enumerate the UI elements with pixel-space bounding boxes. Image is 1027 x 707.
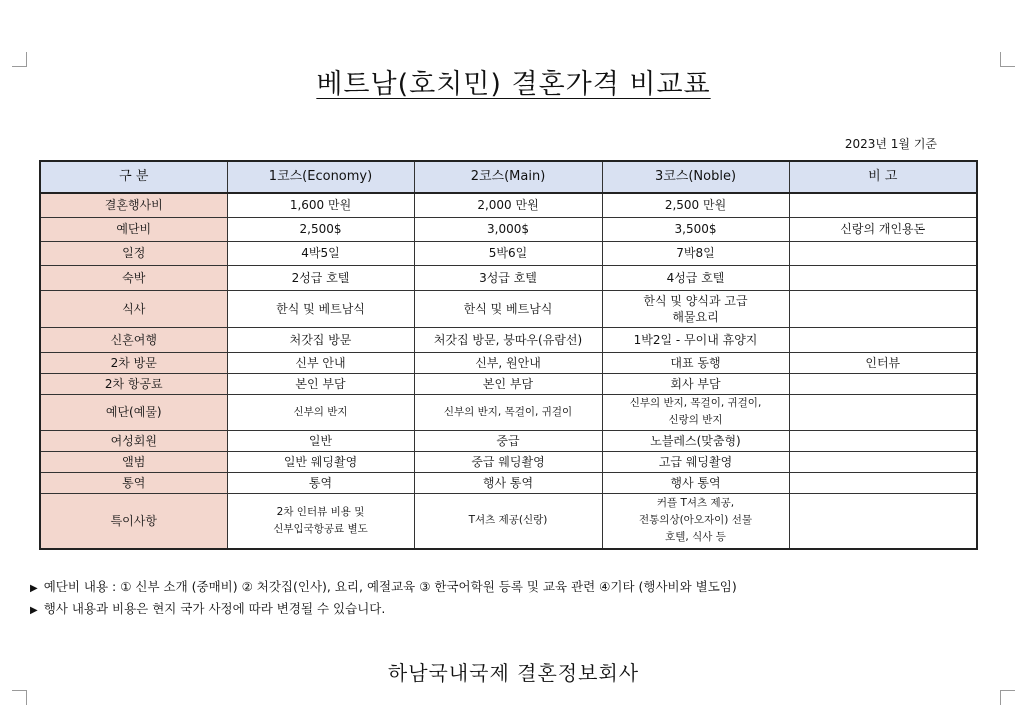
table-row [40, 265, 977, 290]
cell-course-1: 한식 및 베트남식 [227, 290, 414, 327]
note-item [30, 599, 737, 621]
cell-course-3: 2,500 만원 [602, 193, 789, 217]
cell-line: 신랑의 반지 [668, 414, 723, 426]
cell-course-3: 대표 동행 [602, 352, 789, 373]
cell-remarks: 신랑의 개인용돈 [789, 217, 977, 241]
cell-remarks [789, 265, 977, 290]
cell-course-2: 2,000 만원 [414, 193, 602, 217]
cell-course-3 [602, 290, 789, 327]
cell-remarks [789, 493, 977, 549]
cell-course-3: 회사 부담 [602, 373, 789, 394]
cell-remarks [789, 472, 977, 493]
cell-course-3: 4성급 호텔 [602, 265, 789, 290]
table-row [40, 493, 977, 549]
cell-line: 호텔, 식사 등 [665, 531, 726, 544]
cell-line: 신부의 반지, 목걸이, 귀걸이, [629, 397, 762, 409]
cell-remarks: 인터뷰 [789, 352, 977, 373]
cell-course-3: 7박8일 [602, 241, 789, 265]
crop-mark-bottom-left [12, 690, 27, 705]
cell-course-3 [602, 394, 789, 430]
row-label: 2차 항공료 [40, 373, 227, 394]
table-row [40, 327, 977, 352]
cell-course-1: 처갓집 방문 [227, 327, 414, 352]
cell-course-2: 5박6일 [414, 241, 602, 265]
table-row [40, 430, 977, 451]
cell-line: 2차 인터뷰 비용 및 [276, 505, 365, 518]
header-course-1: 1코스(Economy) [227, 161, 414, 193]
cell-remarks [789, 373, 977, 394]
bullet-arrow-icon: ▶ [30, 583, 38, 594]
cell-course-1: 4박5일 [227, 241, 414, 265]
row-label: 통역 [40, 472, 227, 493]
cell-course-2: 중급 [414, 430, 602, 451]
cell-course-2: 신부의 반지, 목걸이, 귀걸이 [414, 394, 602, 430]
note-text: 행사 내용과 비용은 현지 국가 사정에 따라 변경될 수 있습니다. [43, 601, 386, 616]
cell-line: 신부입국항공료 별도 [273, 522, 368, 535]
cell-course-1: 1,600 만원 [227, 193, 414, 217]
cell-course-1: 일반 웨딩촬영 [227, 451, 414, 472]
price-comparison-table [39, 160, 978, 550]
header-remarks: 비 고 [789, 161, 977, 193]
cell-course-2: 3성급 호텔 [414, 265, 602, 290]
cell-course-1: 본인 부담 [227, 373, 414, 394]
cell-line: 한식 및 양식과 고급 [643, 293, 748, 308]
row-label: 앨범 [40, 451, 227, 472]
cell-course-1: 2성급 호텔 [227, 265, 414, 290]
cell-course-3: 고급 웨딩촬영 [602, 451, 789, 472]
cell-remarks [789, 327, 977, 352]
row-label: 결혼행사비 [40, 193, 227, 217]
note-item [30, 577, 737, 599]
cell-course-2: 행사 통역 [414, 472, 602, 493]
cell-course-1: 2,500$ [227, 217, 414, 241]
cell-remarks [789, 394, 977, 430]
document-title [0, 62, 1027, 101]
row-label: 식사 [40, 290, 227, 327]
row-label: 신혼여행 [40, 327, 227, 352]
cell-course-1: 신부 안내 [227, 352, 414, 373]
cell-course-2: 신부, 원안내 [414, 352, 602, 373]
header-course-3: 3코스(Noble) [602, 161, 789, 193]
table-row [40, 193, 977, 217]
header-category: 구 분 [40, 161, 227, 193]
table-row [40, 451, 977, 472]
note-text: 예단비 내용 : ① 신부 소개 (중매비) ② 처갓집(인사), 요리, 예절교육 ③ 한국어학원 등록 및 교육 관련 ④기타 (행사비와 별도임) [43, 579, 737, 594]
row-label: 예단(예물) [40, 394, 227, 430]
cell-course-1: 일반 [227, 430, 414, 451]
cell-course-2: T셔츠 제공(신랑) [414, 493, 602, 549]
cell-remarks [789, 290, 977, 327]
table-header-row [40, 161, 977, 193]
row-label: 예단비 [40, 217, 227, 241]
cell-course-3: 1박2일 - 무이내 휴양지 [602, 327, 789, 352]
cell-line: 해물요리 [672, 309, 719, 324]
cell-remarks [789, 430, 977, 451]
row-label: 2차 방문 [40, 352, 227, 373]
cell-course-3: 노블레스(맞춤형) [602, 430, 789, 451]
cell-line: 커플 T셔츠 제공, [656, 497, 735, 510]
cell-course-1: 통역 [227, 472, 414, 493]
cell-course-3: 3,500$ [602, 217, 789, 241]
bullet-arrow-icon: ▶ [30, 605, 38, 616]
table-row [40, 241, 977, 265]
table-row [40, 472, 977, 493]
cell-course-2: 한식 및 베트남식 [414, 290, 602, 327]
row-label: 일정 [40, 241, 227, 265]
table-row [40, 352, 977, 373]
cell-course-2: 3,000$ [414, 217, 602, 241]
cell-course-2: 처갓집 방문, 붕따우(유람선) [414, 327, 602, 352]
cell-course-3 [602, 493, 789, 549]
cell-line: 전통의상(아오자이) 선물 [639, 514, 752, 527]
notes-section [30, 577, 737, 621]
table-row [40, 373, 977, 394]
row-label: 여성회원 [40, 430, 227, 451]
company-name: 하남국내국제 결혼정보회사 [387, 661, 640, 685]
cell-remarks [789, 193, 977, 217]
document-title-text: 베트남(호치민) 결혼가격 비교표 [316, 69, 711, 100]
table-row [40, 217, 977, 241]
base-date: 2023년 1월 기준 [844, 137, 937, 151]
cell-course-2: 중급 웨딩촬영 [414, 451, 602, 472]
cell-course-2: 본인 부담 [414, 373, 602, 394]
crop-mark-bottom-right [1000, 690, 1015, 705]
table-row [40, 290, 977, 327]
row-label: 숙박 [40, 265, 227, 290]
cell-course-3: 행사 통역 [602, 472, 789, 493]
cell-course-1 [227, 493, 414, 549]
cell-remarks [789, 451, 977, 472]
table-row [40, 394, 977, 430]
header-course-2: 2코스(Main) [414, 161, 602, 193]
cell-course-1: 신부의 반지 [227, 394, 414, 430]
cell-remarks [789, 241, 977, 265]
row-label: 특이사항 [40, 493, 227, 549]
